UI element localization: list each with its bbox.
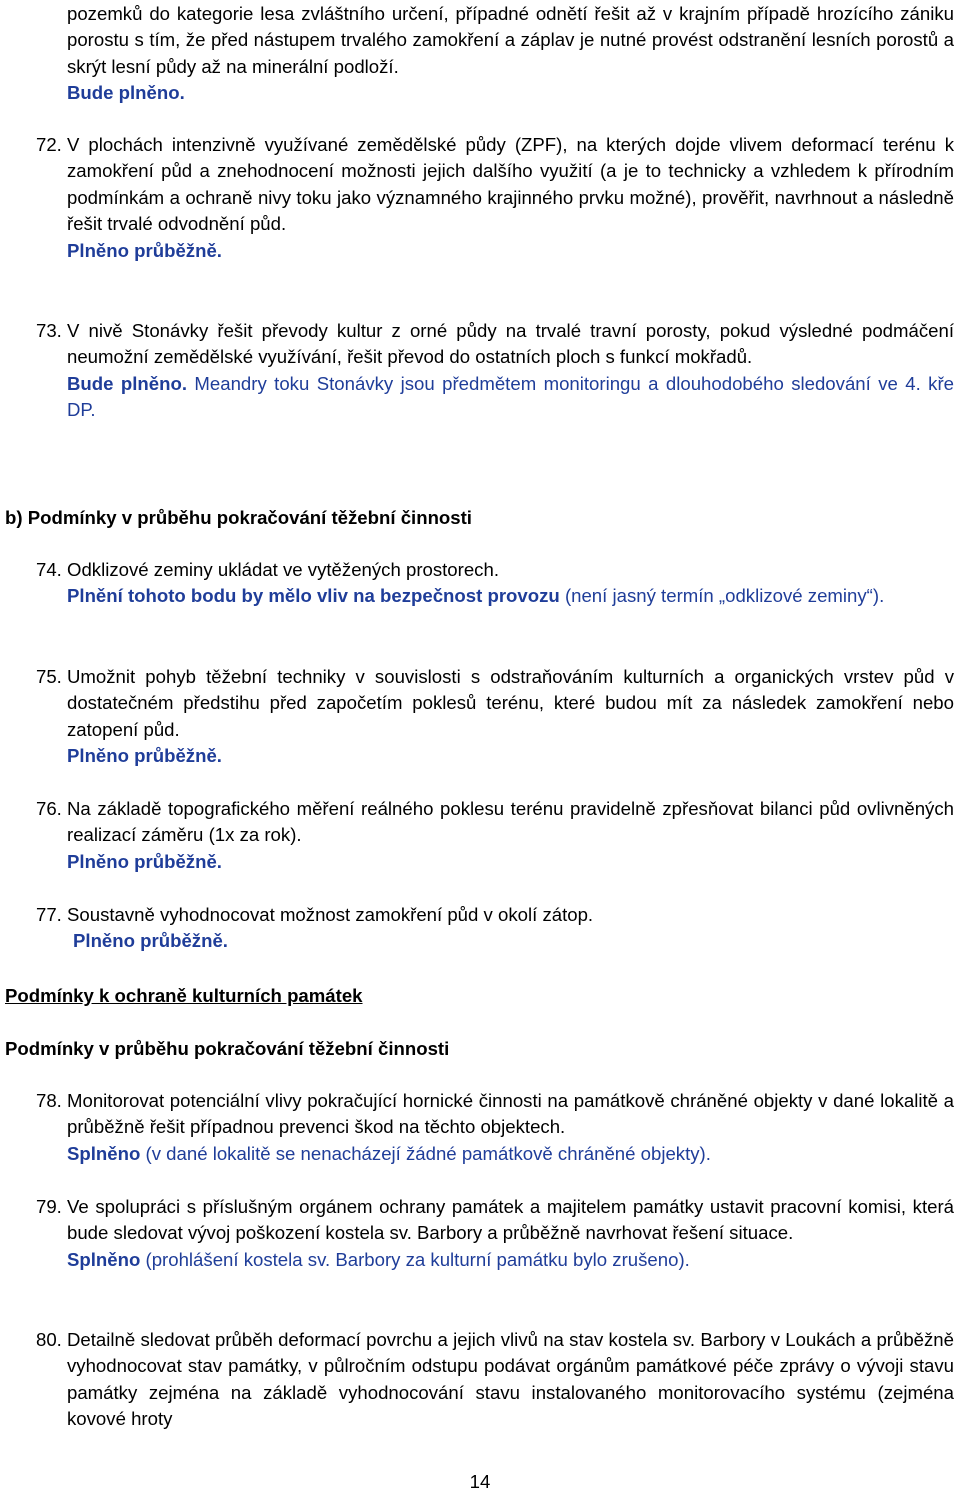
item-text: Odklizové zeminy ukládat ve vytěžených prostorech. xyxy=(67,559,499,580)
status-text: Plněno průběžně. xyxy=(67,239,222,261)
item-77 xyxy=(0,902,960,955)
para-top xyxy=(0,1,960,107)
item-number: 79. xyxy=(36,1196,62,1217)
status-text: Splněno xyxy=(67,1142,141,1164)
item-79 xyxy=(0,1194,960,1273)
page-number: 14 xyxy=(469,1471,491,1492)
item-72 xyxy=(0,132,960,264)
item-number: 78. xyxy=(36,1090,62,1111)
item-73 xyxy=(0,318,960,424)
para-top-status-line xyxy=(0,80,960,106)
status-note: (není jasný termín „odklizové zeminy“). xyxy=(564,585,885,607)
item-text: Umožnit pohyb těžební techniky v souvislosti s odstraňováním kulturních a organických vrstev půd v dostatečném předstihu před započetím poklesů terénu, které budou mít za následek zamokření nebo zatopení půd. xyxy=(67,666,954,740)
status-text: Plněno průběžně. xyxy=(67,850,222,872)
item-number: 80. xyxy=(36,1329,62,1350)
item-number: 76. xyxy=(36,798,62,819)
status-text: Splněno xyxy=(67,1248,141,1270)
status-text: Plnění tohoto bodu by mělo vliv na bezpečnost provozu xyxy=(67,585,560,607)
item-80 xyxy=(0,1327,960,1433)
heading-section-b: b) Podmínky v průběhu pokračování těžební činnosti xyxy=(5,507,472,528)
item-78 xyxy=(0,1088,960,1167)
item-text: V nivě Stonávky řešit převody kultur z orné půdy na trvalé travní porosty, pokud výsledné podmáčení neumožní zemědělské využívání, řešit převod do ostatních ploch s funkcí mokřadů. xyxy=(67,320,954,368)
item-text: Ve spolupráci s příslušným orgánem ochrany památek a majitelem památky ustavit pracovní komisi, která bude sledovat vývoj poškození kostela sv. Barbory a průběžně navrhovat řešení situace. xyxy=(67,1196,954,1244)
item-text: Soustavně vyhodnocovat možnost zamokření půd v okolí zátop. xyxy=(67,904,594,925)
item-text: Detailně sledovat průběh deformací povrchu a jejich vlivů na stav kostela sv. Barbory v Loukách a průběžně vyhodnocovat stav památky, v půlročním odstupu podávat orgánům památkové péče zprávy o vývoji stavu památky zejména na základě vyhodnocování stavu instalovaného monitorovacího systému (zejména kovové hroty xyxy=(67,1329,954,1430)
status-text: Plněno průběžně. xyxy=(67,745,222,767)
status-note: Meandry toku Stonávky jsou předmětem monitoringu a dlouhodobého sledování ve 4. kře DP. xyxy=(67,372,954,421)
heading-mining: Podmínky v průběhu pokračování těžební činnosti xyxy=(5,1038,450,1059)
item-text: Monitorovat potenciální vlivy pokračující hornické činnosti na památkově chráněné objekty v dané lokalitě a průběžně řešit případnou prevenci škod na těchto objektech. xyxy=(67,1090,954,1138)
item-number: 73. xyxy=(36,320,62,341)
status-text: Bude plněno. xyxy=(67,372,187,394)
status-note: (prohlášení kostela sv. Barbory za kulturní památku bylo zrušeno). xyxy=(145,1248,690,1270)
item-75 xyxy=(0,664,960,770)
item-number: 77. xyxy=(36,904,62,925)
para-top-text: pozemků do kategorie lesa zvláštního určení, případné odnětí řešit až v krajním případě hrozícího zániku porostu s tím, že před nástupem trvalého zamokření a záplav je nutné provést odstranění lesních porostů a skrýt lesní půdy až na minerální podloží. xyxy=(67,3,954,77)
status-text: Plněno průběžně. xyxy=(73,930,228,952)
status-note: (v dané lokalitě se nenacházejí žádné památkově chráněné objekty). xyxy=(145,1142,711,1164)
item-74 xyxy=(0,557,960,610)
item-text: Na základě topografického měření reálného poklesu terénu pravidelně zpřesňovat bilanci půd ovlivněných realizací záměru (1x za rok). xyxy=(67,798,954,846)
status-text: Bude plněno. xyxy=(67,82,185,104)
item-number: 74. xyxy=(36,559,62,580)
item-number: 75. xyxy=(36,666,62,687)
item-number: 72. xyxy=(36,134,62,155)
item-text: V plochách intenzivně využívané zemědělské půdy (ZPF), na kterých dojde vlivem deformací terénu k zamokření půd a znehodnocení možnosti jejich dalšího využití (a je to technicky a vzhledem k přírodním podmínkám a ochraně nivy toku jako významného krajinného prvku možné), prověřit, navrhnout a následně řešit trvalé odvodnění půd. xyxy=(67,134,954,235)
heading-monuments: Podmínky k ochraně kulturních památek xyxy=(5,985,363,1006)
item-76 xyxy=(0,796,960,875)
